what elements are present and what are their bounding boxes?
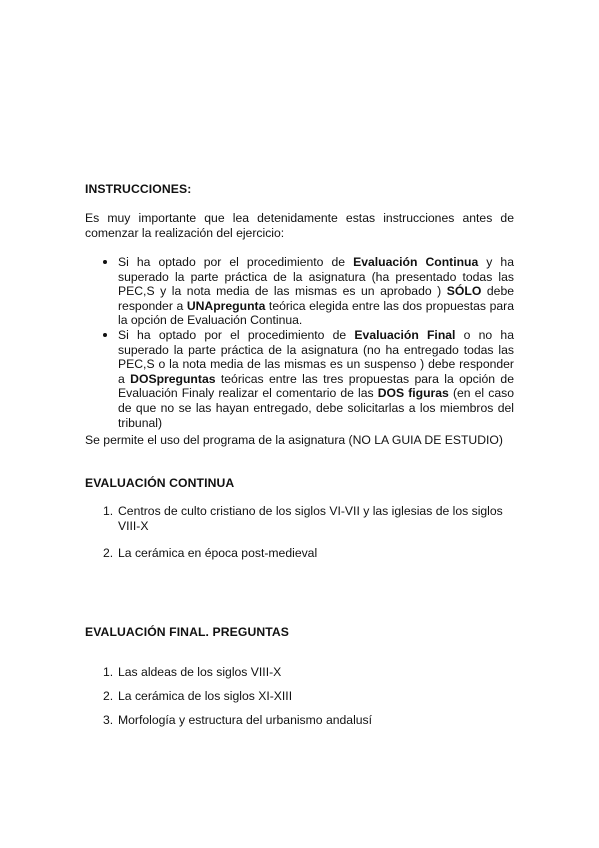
item-text: La cerámica en época post-medieval	[118, 546, 318, 560]
item-text: Las aldeas de los siglos VIII-X	[118, 665, 282, 679]
bullet2-bold-dos-figuras: DOS figuras	[377, 386, 449, 401]
bullet1-text: Si ha optado por el procedimiento de	[118, 255, 354, 269]
bullet1-bold-solo: SÓLO	[446, 284, 482, 299]
item-number: 1.	[103, 665, 114, 679]
bullet2-text: o no ha superado la parte práctica de la asignatura (no ha entregado todas las PEC,S o la nota media de las mismas es un suspenso ) debe responder a	[118, 327, 514, 386]
list-item	[103, 504, 514, 534]
bullet1-bold-una-pregunta: UNApregunta	[186, 298, 266, 313]
list-item	[103, 713, 514, 728]
instrucciones-note: Se permite el uso del programa de la asignatura (NO LA GUIA DE ESTUDIO)	[85, 433, 503, 447]
evaluacion-continua-heading: EVALUACIÓN CONTINUA	[85, 476, 235, 490]
evaluacion-final-list	[103, 665, 514, 728]
bullet2-bold-evaluacion-final: Evaluación Final	[354, 327, 456, 342]
bullet1-bold-evaluacion-continua: Evaluación Continua	[353, 255, 479, 269]
item-number: 2.	[103, 546, 114, 560]
bullet1-text: teórica elegida entre las dos propuestas para la opción de Evaluación Continua.	[118, 298, 514, 328]
bullet2-text: (en el caso de que no se las hayan entregado, debe solicitarlas a los miembros del tribunal)	[118, 386, 514, 430]
bullet1-text: y ha superado la parte práctica de la asignatura (ha presentado todas las PEC,S y la nota media de las mismas es un aprobado )	[118, 255, 514, 299]
evaluacion-final-heading: EVALUACIÓN FINAL. PREGUNTAS	[85, 625, 290, 639]
bullet1-text: debe responder a	[118, 284, 515, 313]
item-text: La cerámica de los siglos XI-XIII	[118, 689, 293, 703]
instrucciones-list	[103, 255, 514, 430]
list-item	[103, 665, 514, 680]
item-text: Centros de culto cristiano de los siglos VI-VII y las iglesias de los siglos VIII-X	[118, 504, 503, 533]
instrucciones-heading: INSTRUCCIONES:	[85, 182, 192, 196]
item-number: 1.	[103, 504, 114, 518]
item-number: 3.	[103, 713, 114, 727]
item-text: Morfología y estructura del urbanismo andalusí	[118, 713, 373, 727]
list-item	[103, 255, 514, 328]
item-number: 2.	[103, 689, 114, 703]
evaluacion-continua-list	[103, 504, 514, 561]
bullet-dot-icon	[103, 333, 107, 337]
bullet2-text: Si ha optado por el procedimiento de	[118, 327, 355, 342]
bullet2-bold-dos-preguntas: DOSpreguntas	[130, 371, 216, 386]
instrucciones-intro: Es muy importante que lea detenidamente estas instrucciones antes de comenzar la realización del ejercicio:	[85, 211, 514, 240]
list-item	[103, 546, 514, 561]
list-item	[103, 689, 514, 704]
list-item	[103, 328, 514, 430]
bullet2-text: teóricas entre las tres propuestas para la opción de Evaluación Finaly realizar el comentario de las	[118, 371, 514, 401]
bullet-dot-icon	[103, 260, 107, 264]
